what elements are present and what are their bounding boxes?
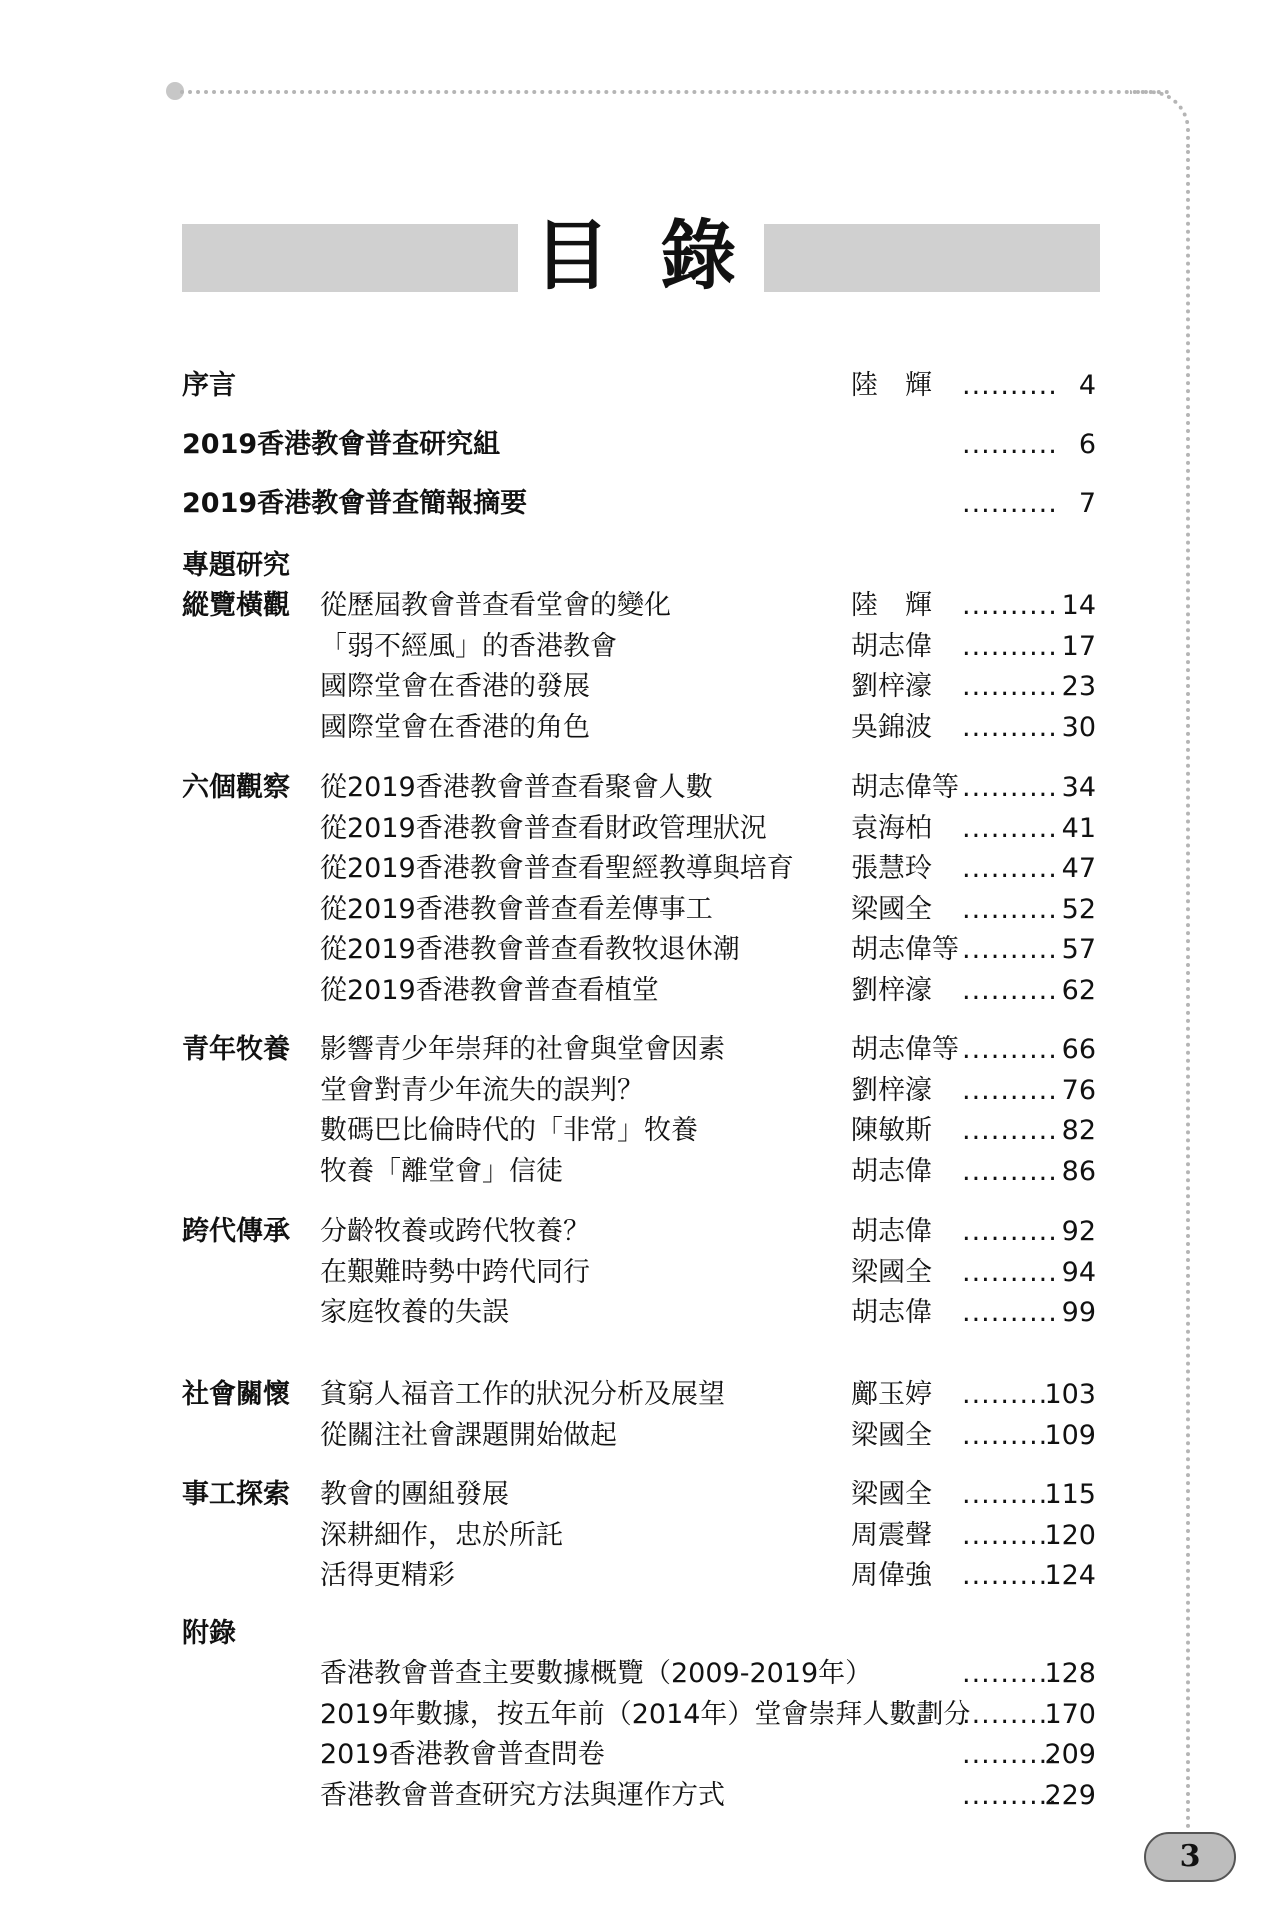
entry-title: 影響青少年崇拜的社會與堂會因素 [320,1034,725,1065]
entry-title: 活得更精彩 [320,1560,455,1591]
toc-entry[interactable] [0,849,1280,889]
entry-title: 牧養「離堂會」信徒 [320,1156,563,1187]
entry-page: 86 [1061,1156,1096,1187]
entry-page: 128 [1044,1658,1096,1689]
section-heading [0,546,1280,586]
dot-leader: .......... [962,1699,1058,1730]
dot-leader: .......... [962,370,1058,401]
entry-page: 103 [1044,1379,1096,1410]
entry-page: 229 [1044,1780,1096,1811]
entry-page: 92 [1061,1216,1096,1247]
entry-page: 170 [1044,1699,1096,1730]
dot-leader: .......... [962,1379,1058,1410]
dot-leader: .......... [962,1420,1058,1451]
dot-leader: .......... [962,813,1058,844]
entry-title: 從2019香港教會普查看聖經教導與培育 [320,853,794,884]
group-label: 縱覽橫觀 [182,590,290,621]
entry-title: 從關注社會課題開始做起 [320,1420,617,1451]
entry-author: 胡志偉 [851,631,932,662]
entry-page: 66 [1061,1034,1096,1065]
page-number-badge: 3 [1144,1832,1236,1882]
dot-leader: .......... [962,488,1058,519]
entry-page: 6 [1078,429,1096,460]
toc-entry[interactable] [0,1516,1280,1556]
entry-author: 梁國全 [851,1257,932,1288]
toc-entry[interactable] [0,1475,1280,1515]
dot-leader: .......... [962,1034,1058,1065]
entry-title: 2019香港教會普查研究組 [182,429,501,460]
toc-entry[interactable] [0,627,1280,667]
toc-entry[interactable] [0,1654,1280,1694]
group-label: 六個觀察 [182,772,290,803]
toc-entry[interactable] [0,1776,1280,1816]
entry-title: 貧窮人福音工作的狀況分析及展望 [320,1379,725,1410]
entry-page: 17 [1061,631,1096,662]
entry-author: 梁國全 [851,1479,932,1510]
entry-author: 胡志偉等 [851,934,959,965]
entry-author: 張慧玲 [851,853,932,884]
toc-entry[interactable] [0,1152,1280,1192]
entry-title: 從歷屆教會普查看堂會的變化 [320,590,671,621]
dot-leader: .......... [962,429,1058,460]
entry-page: 47 [1061,853,1096,884]
toc-entry[interactable] [0,971,1280,1011]
toc-entry[interactable] [0,708,1280,748]
toc-entry[interactable] [0,1695,1280,1735]
entry-page: 94 [1061,1257,1096,1288]
entry-page: 14 [1061,590,1096,621]
dot-leader: .......... [962,1156,1058,1187]
entry-page: 99 [1061,1297,1096,1328]
toc-entry[interactable] [0,1253,1280,1293]
entry-page: 52 [1061,894,1096,925]
entry-author: 周偉強 [851,1560,932,1591]
entry-author: 梁國全 [851,1420,932,1451]
entry-page: 62 [1061,975,1096,1006]
entry-author: 胡志偉等 [851,772,959,803]
toc-entry[interactable] [0,1293,1280,1333]
toc-entry[interactable] [0,1735,1280,1775]
toc-entry[interactable] [0,667,1280,707]
toc-entry[interactable] [0,586,1280,626]
entry-page: 76 [1061,1075,1096,1106]
entry-page: 109 [1044,1420,1096,1451]
dot-leader: .......... [962,894,1058,925]
dot-leader: .......... [962,1216,1058,1247]
entry-title: 從2019香港教會普查看植堂 [320,975,659,1006]
dot-leader: .......... [962,1658,1058,1689]
entry-title: 國際堂會在香港的發展 [320,671,590,702]
dot-leader: .......... [962,1780,1058,1811]
toc-entry[interactable] [0,1375,1280,1415]
toc-entry[interactable] [0,366,1280,406]
entry-title: 從2019香港教會普查看差傳事工 [320,894,713,925]
entry-author: 吳錦波 [851,712,932,743]
dot-leader: .......... [962,590,1058,621]
entry-title: 分齡牧養或跨代牧養？ [320,1216,590,1247]
dot-leader: .......... [962,1520,1058,1551]
dot-leader: .......... [962,1075,1058,1106]
entry-title: 香港教會普查主要數據概覽（2009-2019年） [320,1658,873,1689]
toc-entry[interactable] [0,890,1280,930]
dot-leader: .......... [962,1297,1058,1328]
entry-title: 2019香港教會普查問卷 [320,1739,605,1770]
dot-leader: .......... [962,712,1058,743]
dot-leader: .......... [962,975,1058,1006]
entry-page: 41 [1061,813,1096,844]
dot-leader: .......... [962,853,1058,884]
entry-title: 「弱不經風」的香港教會 [320,631,617,662]
dot-leader: .......... [962,1560,1058,1591]
dot-leader: .......... [962,934,1058,965]
group-label: 跨代傳承 [182,1216,290,1247]
entry-title: 從2019香港教會普查看聚會人數 [320,772,713,803]
entry-title: 教會的團組發展 [320,1479,509,1510]
entry-title: 數碼巴比倫時代的「非常」牧養 [320,1115,698,1146]
dot-leader: .......... [962,1739,1058,1770]
entry-author: 陳敏斯 [851,1115,932,1146]
toc-entry[interactable] [0,1416,1280,1456]
entry-page: 120 [1044,1520,1096,1551]
dot-leader: .......... [962,1257,1058,1288]
entry-author: 胡志偉等 [851,1034,959,1065]
entry-title: 在艱難時勢中跨代同行 [320,1257,590,1288]
toc-entry[interactable] [0,1556,1280,1596]
entry-page: 124 [1044,1560,1096,1591]
dot-leader: .......... [962,671,1058,702]
entry-page: 34 [1061,772,1096,803]
entry-title: 家庭牧養的失誤 [320,1297,509,1328]
toc-entry[interactable] [0,1030,1280,1070]
entry-author: 劉梓濠 [851,1075,932,1106]
entry-page: 4 [1078,370,1096,401]
group-label: 事工探索 [182,1479,290,1510]
toc-entry[interactable] [0,930,1280,970]
entry-title: 2019年數據，按五年前（2014年）堂會崇拜人數劃分 [320,1699,971,1730]
group-label: 社會關懷 [182,1379,290,1410]
entry-title: 香港教會普查研究方法與運作方式 [320,1780,725,1811]
entry-page: 209 [1044,1739,1096,1770]
entry-author: 胡志偉 [851,1297,932,1328]
entry-author: 陸 輝 [851,590,932,621]
entry-title: 2019香港教會普查簡報摘要 [182,488,528,519]
toc-entry[interactable] [0,1071,1280,1111]
dot-leader: .......... [962,1115,1058,1146]
page-title: 目 錄 [533,211,749,300]
entry-title: 序言 [182,370,236,401]
entry-title: 從2019香港教會普查看財政管理狀況 [320,813,767,844]
entry-author: 梁國全 [851,894,932,925]
toc-entry[interactable] [0,425,1280,465]
entry-page: 23 [1061,671,1096,702]
dot-leader: .......... [962,631,1058,662]
dot-leader: .......... [962,772,1058,803]
entry-title: 堂會對青少年流失的誤判？ [320,1075,644,1106]
toc-entry[interactable] [0,809,1280,849]
toc-entry[interactable] [0,1111,1280,1151]
entry-page: 115 [1044,1479,1096,1510]
toc-entry[interactable] [0,768,1280,808]
entry-title: 國際堂會在香港的角色 [320,712,590,743]
entry-author: 周震聲 [851,1520,932,1551]
section-heading [0,1614,1280,1654]
entry-author: 胡志偉 [851,1216,932,1247]
entry-author: 劉梓濠 [851,671,932,702]
dot-leader: .......... [962,1479,1058,1510]
entry-author: 鄺玉婷 [851,1379,932,1410]
entry-author: 陸 輝 [851,370,932,401]
entry-author: 袁海柏 [851,813,932,844]
group-label: 青年牧養 [182,1034,290,1065]
entry-title: 深耕細作，忠於所託 [320,1520,563,1551]
toc-entry[interactable] [0,1212,1280,1252]
entry-page: 82 [1061,1115,1096,1146]
entry-page: 57 [1061,934,1096,965]
entry-page: 7 [1078,488,1096,519]
entry-author: 胡志偉 [851,1156,932,1187]
toc-entry[interactable] [0,484,1280,524]
entry-title: 從2019香港教會普查看教牧退休潮 [320,934,740,965]
entry-author: 劉梓濠 [851,975,932,1006]
entry-page: 30 [1061,712,1096,743]
appendix-heading: 附錄 [182,1618,236,1649]
special-topics-heading: 專題研究 [182,550,290,581]
